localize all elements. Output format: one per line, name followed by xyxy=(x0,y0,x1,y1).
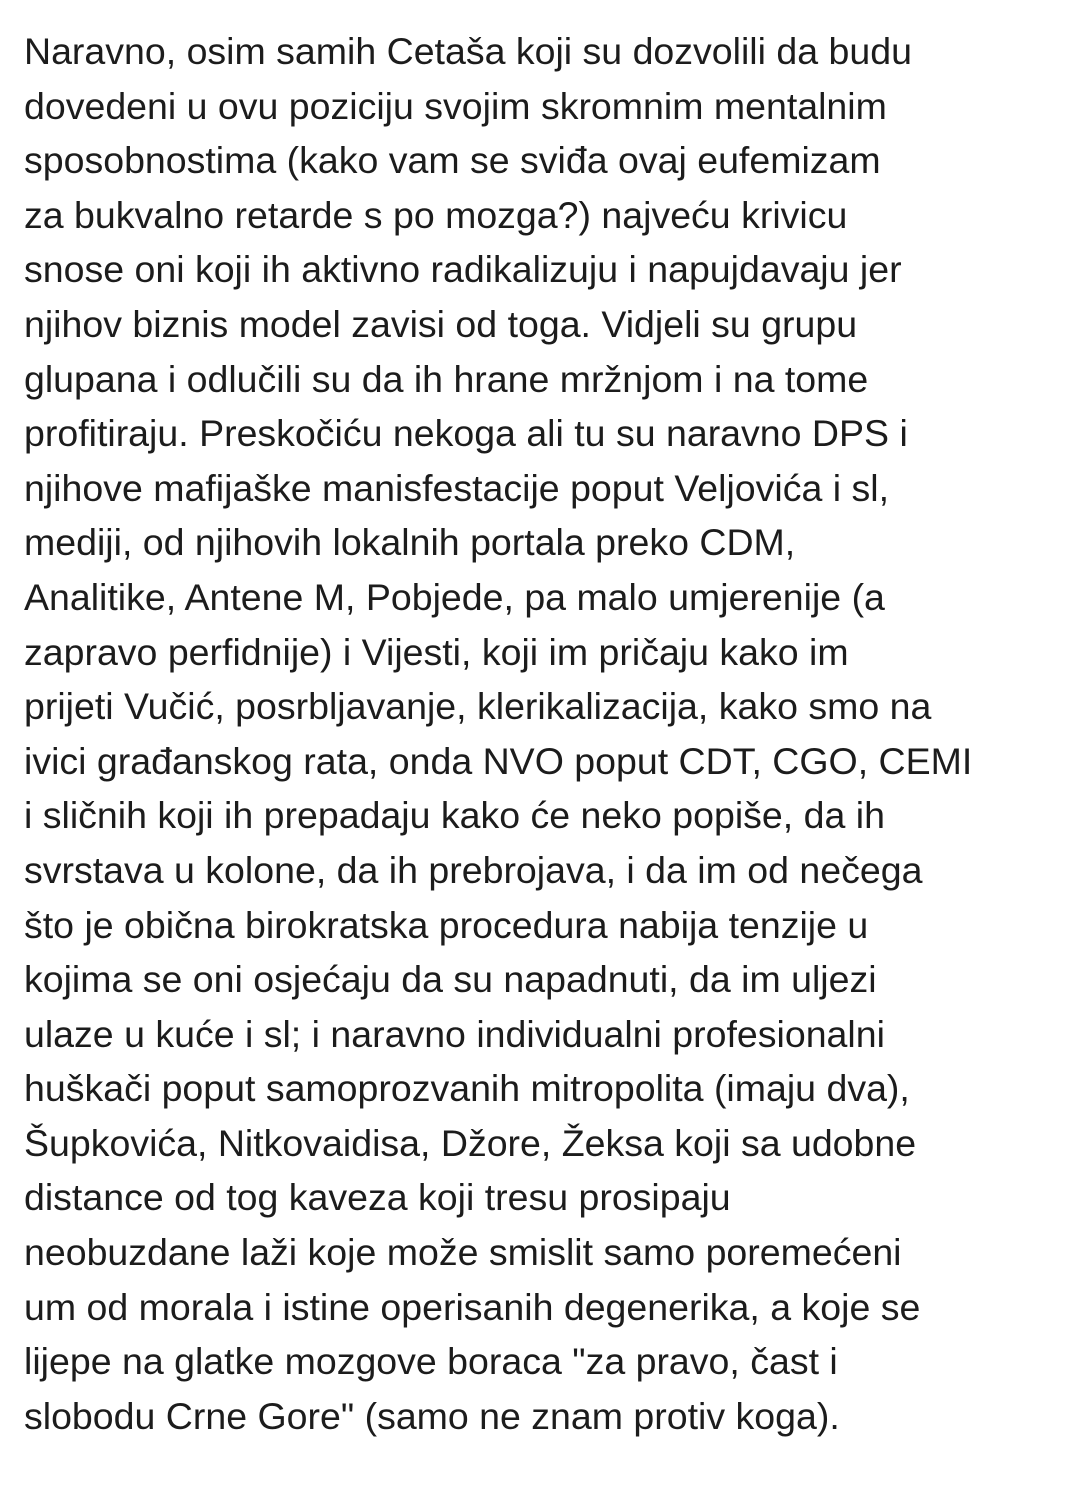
text-line: ulaze u kuće i sl; i naravno individualni profesionalni xyxy=(24,1012,885,1055)
text-line: dovedeni u ovu poziciju svojim skromnim mentalnim xyxy=(24,84,887,127)
text-line: njihove mafijaške manisfestacije poput Veljovića i sl, xyxy=(24,466,890,509)
text-line: i sličnih koji ih prepadaju kako će neko popiše, da ih xyxy=(24,794,885,837)
text-line: zapravo perfidnije) i Vijesti, koji im pričaju kako im xyxy=(24,630,849,673)
post-text-body xyxy=(24,24,1064,1443)
text-line: prijeti Vučić, posrbljavanje, klerikalizacija, kako smo na xyxy=(24,685,932,728)
text-line: što je obična birokratska procedura nabija tenzije u xyxy=(24,903,869,946)
text-line: ivici građanskog rata, onda NVO poput CDT, CGO, CEMI xyxy=(24,739,973,782)
text-line: svrstava u kolone, da ih prebrojava, i da im od nečega xyxy=(24,848,923,891)
text-line: distance od tog kaveza koji tresu prosipaju xyxy=(24,1176,731,1219)
text-line: za bukvalno retarde s po mozga?) najveću krivicu xyxy=(24,193,848,236)
text-line: Šupkovića, Nitkovaidisa, Džore, Žeksa koji sa udobne xyxy=(24,1121,917,1164)
text-line: kojima se oni osjećaju da su napadnuti, da im uljezi xyxy=(24,958,877,1001)
text-line: mediji, od njihovih lokalnih portala preko CDM, xyxy=(24,521,796,564)
text-line: snose oni koji ih aktivno radikalizuju i napujdavaju jer xyxy=(24,248,902,291)
text-line: huškači poput samoprozvanih mitropolita (imaju dva), xyxy=(24,1067,910,1110)
text-line: um od morala i istine operisanih degenerika, a koje se xyxy=(24,1285,921,1328)
text-line: Analitike, Antene M, Pobjede, pa malo umjerenije (a xyxy=(24,575,885,618)
text-line: glupana i odlučili su da ih hrane mržnjom i na tome xyxy=(24,357,869,400)
text-line: sposobnostima (kako vam se sviđa ovaj eufemizam xyxy=(24,139,881,182)
text-line: lijepe na glatke mozgove boraca "za pravo, čast i xyxy=(24,1340,838,1383)
text-line: njihov biznis model zavisi od toga. Vidjeli su grupu xyxy=(24,302,858,345)
text-line: Naravno, osim samih Cetaša koji su dozvolili da budu xyxy=(24,30,912,72)
text-line: neobuzdane laži koje može smislit samo poremećeni xyxy=(24,1231,902,1274)
text-line: profitiraju. Preskočiću nekoga ali tu su naravno DPS i xyxy=(24,412,908,455)
text-line: slobodu Crne Gore" (samo ne znam protiv koga). xyxy=(24,1394,840,1437)
